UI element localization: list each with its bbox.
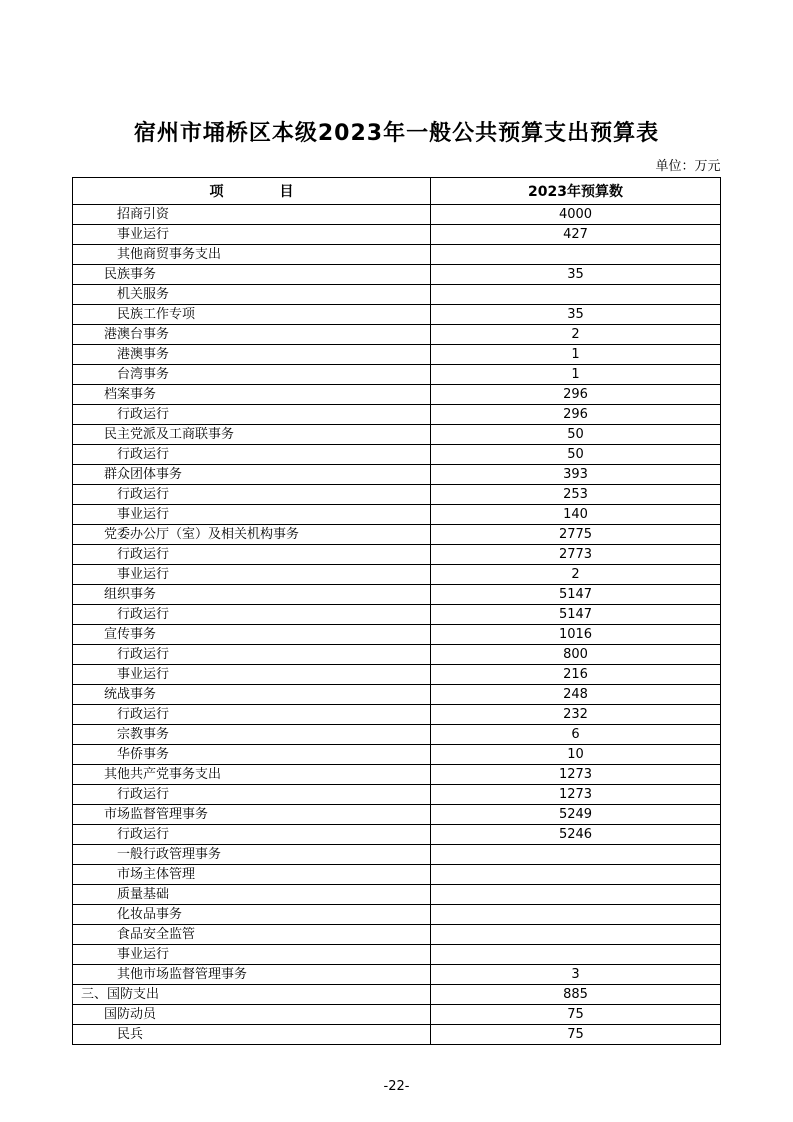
item-cell: 行政运行 [73, 605, 431, 625]
table-row [73, 445, 721, 465]
item-cell: 事业运行 [73, 225, 431, 245]
value-cell: 5246 [431, 825, 721, 845]
value-cell: 4000 [431, 205, 721, 225]
value-cell: 800 [431, 645, 721, 665]
item-cell: 其他共产党事务支出 [73, 765, 431, 785]
table-row [73, 985, 721, 1005]
value-cell: 1016 [431, 625, 721, 645]
table-row [73, 545, 721, 565]
value-cell: 2 [431, 565, 721, 585]
value-cell: 75 [431, 1025, 721, 1045]
value-cell: 296 [431, 385, 721, 405]
value-cell: 5147 [431, 605, 721, 625]
table-row [73, 785, 721, 805]
table-row [73, 225, 721, 245]
item-cell: 组织事务 [73, 585, 431, 605]
table-row [73, 285, 721, 305]
table-row [73, 405, 721, 425]
value-cell: 216 [431, 665, 721, 685]
value-cell: 3 [431, 965, 721, 985]
value-cell: 50 [431, 425, 721, 445]
item-cell: 行政运行 [73, 785, 431, 805]
table-row [73, 365, 721, 385]
value-cell: 75 [431, 1005, 721, 1025]
table-row [73, 265, 721, 285]
value-cell: 140 [431, 505, 721, 525]
table-row [73, 805, 721, 825]
table-row [73, 565, 721, 585]
value-cell: 6 [431, 725, 721, 745]
table-row [73, 665, 721, 685]
header-budget-2023: 2023年预算数 [431, 178, 721, 205]
item-cell: 行政运行 [73, 405, 431, 425]
value-cell: 2775 [431, 525, 721, 545]
value-cell [431, 865, 721, 885]
item-cell: 其他商贸事务支出 [73, 245, 431, 265]
header-item: 项 目 [73, 178, 431, 205]
value-cell: 1273 [431, 785, 721, 805]
value-cell: 2 [431, 325, 721, 345]
value-cell: 10 [431, 745, 721, 765]
value-cell: 1 [431, 345, 721, 365]
table-row [73, 585, 721, 605]
table-row [73, 745, 721, 765]
table-row [73, 645, 721, 665]
item-cell: 行政运行 [73, 825, 431, 845]
table-row [73, 205, 721, 225]
table-row [73, 1025, 721, 1045]
table-row [73, 945, 721, 965]
table-row [73, 905, 721, 925]
value-cell: 50 [431, 445, 721, 465]
value-cell: 248 [431, 685, 721, 705]
item-cell: 国防动员 [73, 1005, 431, 1025]
item-cell: 行政运行 [73, 445, 431, 465]
table-header [73, 178, 721, 205]
item-cell: 事业运行 [73, 945, 431, 965]
table-row [73, 385, 721, 405]
table-row [73, 885, 721, 905]
value-cell: 253 [431, 485, 721, 505]
item-cell: 档案事务 [73, 385, 431, 405]
value-cell [431, 285, 721, 305]
page-number: -22- [383, 1079, 410, 1094]
value-cell: 427 [431, 225, 721, 245]
page-title: 宿州市埇桥区本级2023年一般公共预算支出预算表 [133, 121, 660, 146]
table-row [73, 525, 721, 545]
table-row [73, 505, 721, 525]
item-cell: 民兵 [73, 1025, 431, 1045]
item-cell: 市场监督管理事务 [73, 805, 431, 825]
table-row [73, 245, 721, 265]
item-cell: 质量基础 [73, 885, 431, 905]
item-cell: 招商引资 [73, 205, 431, 225]
value-cell [431, 885, 721, 905]
unit-label: 单位：万元 [655, 159, 721, 174]
table-row [73, 845, 721, 865]
table-row [73, 725, 721, 745]
item-cell: 党委办公厅（室）及相关机构事务 [73, 525, 431, 545]
value-cell: 5249 [431, 805, 721, 825]
item-cell: 港澳台事务 [73, 325, 431, 345]
value-cell: 296 [431, 405, 721, 425]
item-cell: 民主党派及工商联事务 [73, 425, 431, 445]
value-cell: 2773 [431, 545, 721, 565]
table-row [73, 965, 721, 985]
item-cell: 事业运行 [73, 665, 431, 685]
table-row [73, 765, 721, 785]
item-cell: 群众团体事务 [73, 465, 431, 485]
value-cell: 885 [431, 985, 721, 1005]
value-cell: 5147 [431, 585, 721, 605]
value-cell: 393 [431, 465, 721, 485]
table-row [73, 345, 721, 365]
value-cell [431, 905, 721, 925]
item-cell: 宣传事务 [73, 625, 431, 645]
item-cell: 华侨事务 [73, 745, 431, 765]
table-row [73, 865, 721, 885]
item-cell: 行政运行 [73, 485, 431, 505]
budget-table [72, 177, 721, 1045]
item-cell: 宗教事务 [73, 725, 431, 745]
table-row [73, 925, 721, 945]
item-cell: 机关服务 [73, 285, 431, 305]
table-row [73, 705, 721, 725]
value-cell [431, 945, 721, 965]
value-cell: 1273 [431, 765, 721, 785]
item-cell: 行政运行 [73, 705, 431, 725]
item-cell: 行政运行 [73, 545, 431, 565]
value-cell [431, 845, 721, 865]
item-cell: 食品安全监管 [73, 925, 431, 945]
item-cell: 化妆品事务 [73, 905, 431, 925]
table-row [73, 425, 721, 445]
item-cell: 市场主体管理 [73, 865, 431, 885]
item-cell: 一般行政管理事务 [73, 845, 431, 865]
value-cell: 1 [431, 365, 721, 385]
item-cell: 事业运行 [73, 505, 431, 525]
table-row [73, 625, 721, 645]
item-cell: 事业运行 [73, 565, 431, 585]
item-cell: 行政运行 [73, 645, 431, 665]
table-row [73, 325, 721, 345]
item-cell: 民族事务 [73, 265, 431, 285]
item-cell: 港澳事务 [73, 345, 431, 365]
item-cell: 其他市场监督管理事务 [73, 965, 431, 985]
item-cell: 统战事务 [73, 685, 431, 705]
item-cell: 民族工作专项 [73, 305, 431, 325]
table-row [73, 825, 721, 845]
table-row [73, 1005, 721, 1025]
table-row [73, 305, 721, 325]
table-row [73, 685, 721, 705]
value-cell: 232 [431, 705, 721, 725]
item-cell: 台湾事务 [73, 365, 431, 385]
value-cell: 35 [431, 305, 721, 325]
table-body [73, 205, 721, 1045]
value-cell [431, 925, 721, 945]
table-row [73, 485, 721, 505]
item-cell: 三、国防支出 [73, 985, 431, 1005]
value-cell [431, 245, 721, 265]
table-row [73, 465, 721, 485]
table-row [73, 605, 721, 625]
value-cell: 35 [431, 265, 721, 285]
